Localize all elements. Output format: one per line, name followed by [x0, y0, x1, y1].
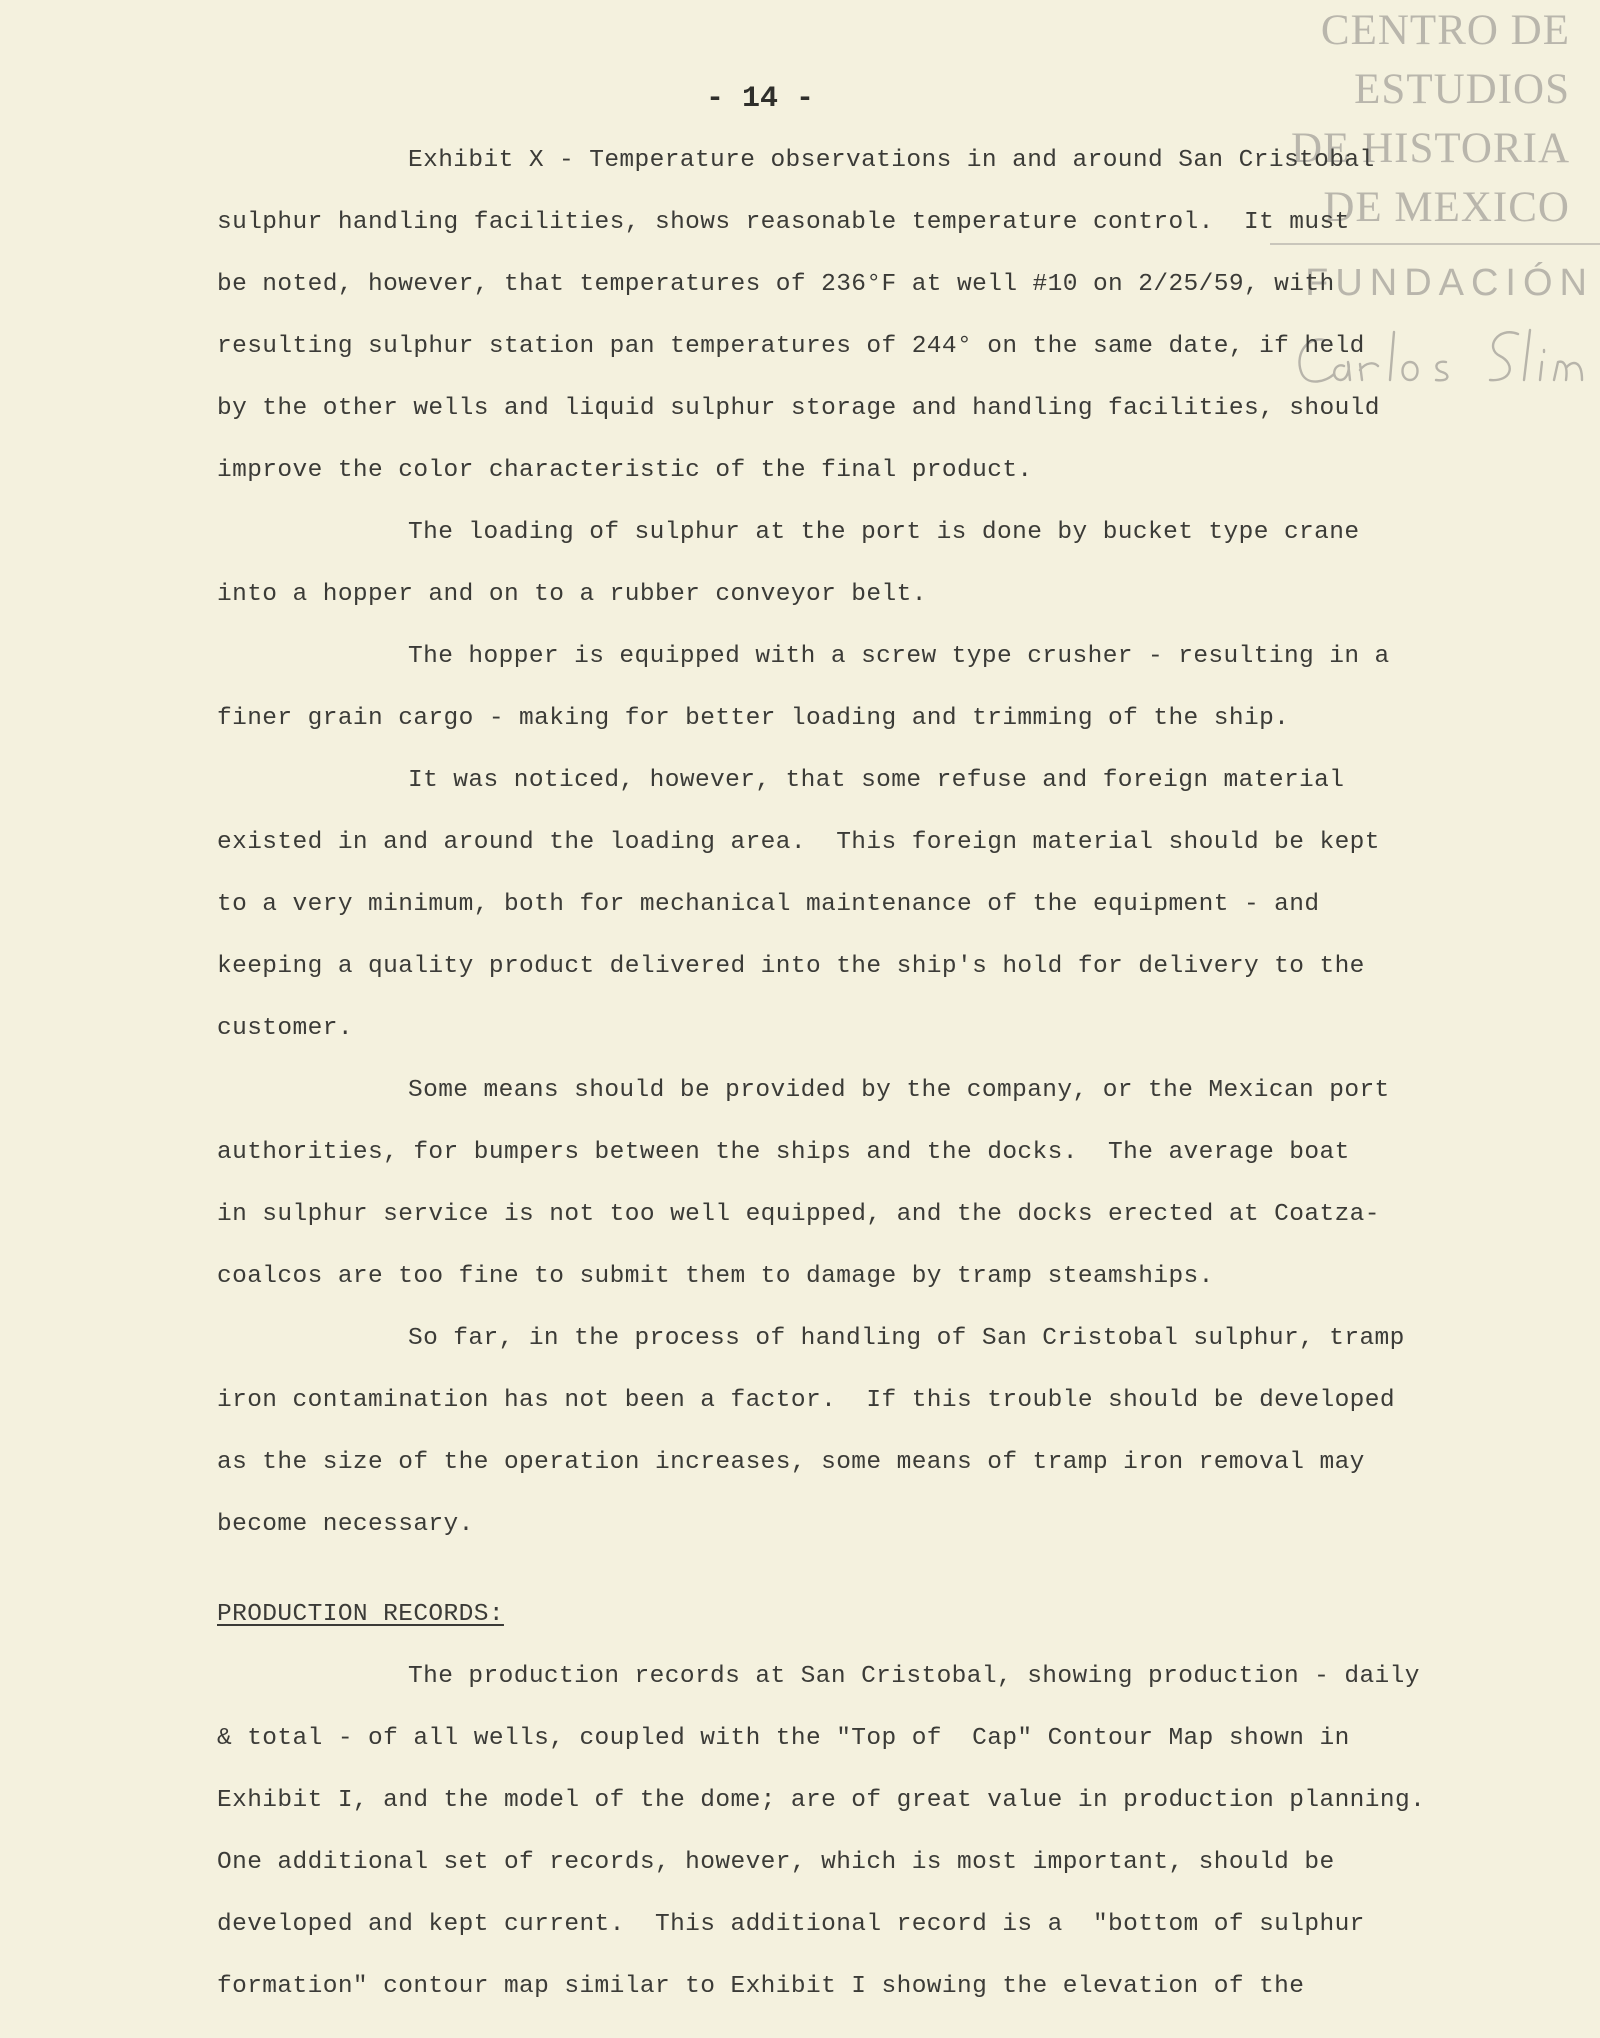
text-line: The loading of sulphur at the port is done by bucket type crane [408, 519, 1360, 546]
text-line: resulting sulphur station pan temperatures of 244° on the same date, if held [217, 333, 1365, 360]
text-line: The hopper is equipped with a screw type crusher - resulting in a [408, 643, 1390, 670]
watermark-foundation: FUNDACIÓN [1305, 262, 1594, 304]
text-line: iron contamination has not been a factor. If this trouble should be developed [217, 1387, 1395, 1414]
text-line: formation" contour map similar to Exhibit I showing the elevation of the [217, 1973, 1305, 2000]
text-line: coalcos are too fine to submit them to damage by tramp steamships. [217, 1263, 1214, 1290]
watermark-line-1: CENTRO DE [1320, 7, 1570, 54]
text-line: to a very minimum, both for mechanical maintenance of the equipment - and [217, 891, 1320, 918]
text-line: keeping a quality product delivered into the ship's hold for delivery to the [217, 953, 1365, 980]
text-line: existed in and around the loading area. This foreign material should be kept [217, 829, 1380, 856]
text-line: Some means should be provided by the company, or the Mexican port [408, 1077, 1390, 1104]
text-line: Exhibit I, and the model of the dome; are of great value in production planning. [217, 1787, 1426, 1814]
page-number: - 14 - [705, 82, 815, 116]
watermark-rule [1270, 243, 1600, 245]
section-heading: PRODUCTION RECORDS: [217, 1601, 504, 1628]
text-line: into a hopper and on to a rubber conveyor belt. [217, 581, 927, 608]
watermark-line-3: DE HISTORIA [1291, 125, 1570, 172]
text-line: & total - of all wells, coupled with the "Top of Cap" Contour Map shown in [217, 1725, 1350, 1752]
watermark-line-4: DE MEXICO [1323, 184, 1570, 231]
watermark-line-2: ESTUDIOS [1354, 66, 1570, 113]
text-line: in sulphur service is not too well equipped, and the docks erected at Coatza- [217, 1201, 1380, 1228]
text-line: become necessary. [217, 1511, 474, 1538]
text-line: improve the color characteristic of the final product. [217, 457, 1033, 484]
text-line: finer grain cargo - making for better loading and trimming of the ship. [217, 705, 1290, 732]
text-line: customer. [217, 1015, 353, 1042]
text-line: So far, in the process of handling of San Cristobal sulphur, tramp [408, 1325, 1405, 1352]
text-line: The production records at San Cristobal, showing production - daily [408, 1663, 1420, 1690]
text-line: be noted, however, that temperatures of 236°F at well #10 on 2/25/59, with [217, 271, 1335, 298]
text-line: One additional set of records, however, which is most important, should be [217, 1849, 1335, 1876]
text-line: It was noticed, however, that some refuse and foreign material [408, 767, 1345, 794]
watermark [1270, 0, 1600, 390]
text-line: as the size of the operation increases, some means of tramp iron removal may [217, 1449, 1365, 1476]
text-line: by the other wells and liquid sulphur storage and handling facilities, should [217, 395, 1380, 422]
text-line: Exhibit X - Temperature observations in and around San Cristobal [408, 147, 1375, 174]
text-line: sulphur handling facilities, shows reasonable temperature control. It must [217, 209, 1350, 236]
text-line: developed and kept current. This additional record is a "bottom of sulphur [217, 1911, 1365, 1938]
text-line: authorities, for bumpers between the ships and the docks. The average boat [217, 1139, 1350, 1166]
